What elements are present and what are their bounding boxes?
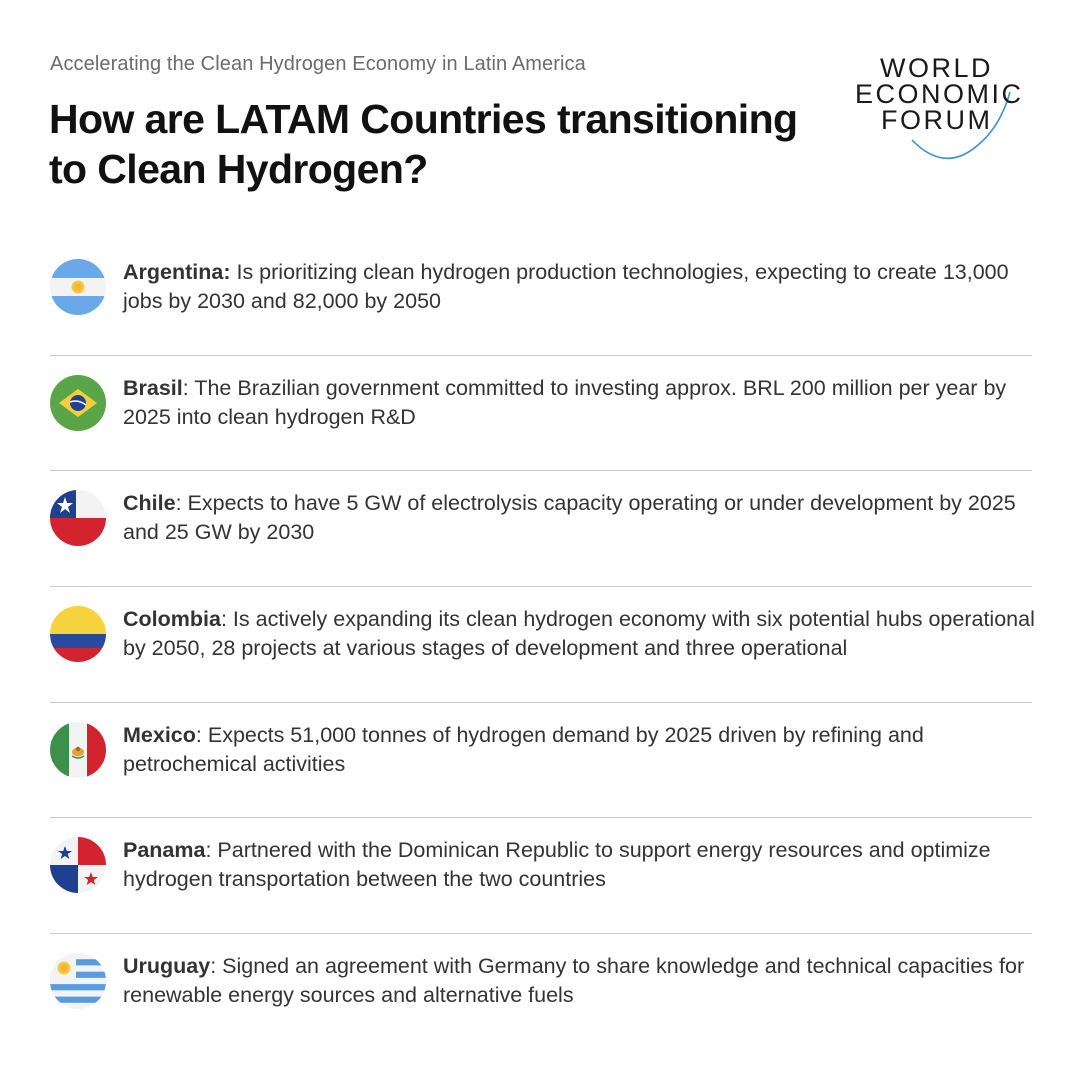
chile-flag-icon	[50, 490, 106, 546]
mexico-flag-icon	[50, 722, 106, 778]
argentina-flag-icon	[50, 259, 106, 315]
country-description: Uruguay: Signed an agreement with Germany to share knowledge and technical capacities for renewable energy sources and alternative fuels	[123, 954, 1025, 1008]
country-name: Brasil	[123, 375, 183, 400]
list-item-uruguay	[50, 934, 1032, 1050]
wef-logo	[850, 52, 1035, 162]
country-description: Brasil: The Brazilian government committed to investing approx. BRL 200 million per year by 2025 into clean hydrogen R&D	[123, 375, 1007, 429]
country-name: Panama	[123, 838, 206, 863]
country-name: Colombia	[123, 607, 221, 632]
country-list	[50, 240, 1035, 1050]
logo-line-1: WORLD	[880, 53, 993, 83]
brazil-flag-icon	[50, 375, 106, 431]
panama-flag-icon	[50, 837, 106, 893]
colombia-flag-icon	[50, 606, 106, 662]
country-name: Chile	[123, 491, 176, 516]
logo-line-3: FORUM	[881, 105, 993, 135]
country-description: Chile: Expects to have 5 GW of electrolysis capacity operating or under development by 2025 and 25 GW by 2030	[123, 491, 1016, 545]
country-name: Uruguay	[123, 954, 211, 979]
list-item-brasil	[50, 356, 1032, 472]
country-name: Argentina	[123, 260, 224, 284]
page-title: How are LATAM Countries transitioning to Clean Hydrogen?	[49, 96, 798, 192]
list-item-chile	[50, 471, 1032, 587]
list-item-panama	[50, 818, 1032, 934]
country-description: Colombia: Is actively expanding its clean hydrogen economy with six potential hubs operational by 2050, 28 projects at various stages of development and three operational	[123, 607, 1035, 661]
list-item-mexico	[50, 703, 1032, 819]
list-item-argentina	[50, 240, 1032, 356]
country-description: Argentina: Is prioritizing clean hydrogen production technologies, expecting to create 13,000 jobs by 2030 and 82,000 by 2050	[123, 260, 1009, 313]
logo-line-2: ECONOMIC	[855, 79, 1024, 109]
country-name: Mexico	[123, 722, 196, 747]
list-item-colombia	[50, 587, 1035, 703]
kicker-subtitle: Accelerating the Clean Hydrogen Economy in Latin America	[50, 53, 586, 75]
country-description: Mexico: Expects 51,000 tonnes of hydrogen demand by 2025 driven by refining and petrochemical activities	[123, 722, 924, 776]
country-description: Panama: Partnered with the Dominican Republic to support energy resources and optimize hydrogen transportation between the two countries	[123, 838, 991, 892]
uruguay-flag-icon	[50, 953, 106, 1009]
